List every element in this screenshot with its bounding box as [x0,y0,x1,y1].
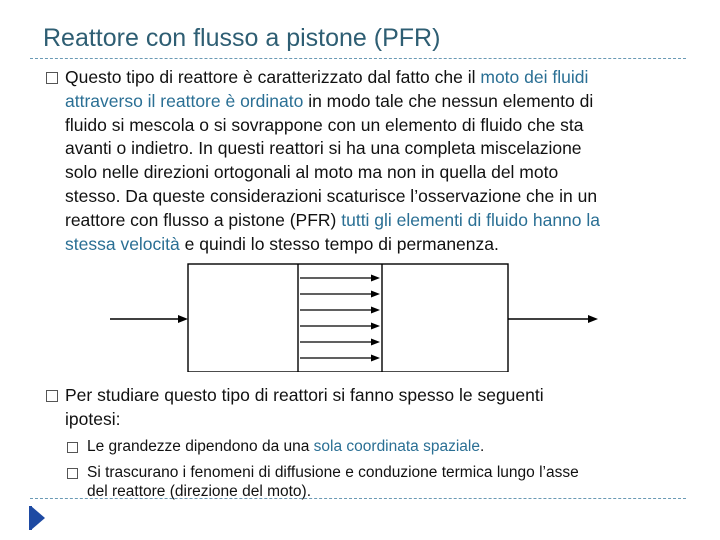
sub-bullet-2-text [87,463,687,501]
text-line [65,408,685,432]
text-run: Per studiare questo tipo di reattori si fanno spesso le seguenti [65,385,544,405]
text-line [65,233,685,257]
text-run: Si trascurano i fenomeni di diffusione e conduzione termica lungo l’asse [87,464,579,481]
outlet-arrow [508,315,598,323]
text-line [65,209,685,233]
text-run: Questo tipo di reattore è caratterizzato dal fatto che il [65,67,481,87]
text-run: del reattore (direzione del moto). [87,483,312,500]
reactor-tube [188,264,508,372]
text-line [65,384,685,408]
text-run: fluido si mescola o si sovrappone con un elemento di fluido che sta [65,114,584,135]
highlighted-text: moto dei fluidi [480,67,589,87]
text-run: ipotesi: [65,408,121,429]
text-line [87,463,687,482]
title-divider [30,58,686,59]
text-line [65,66,685,90]
text-line [87,437,687,456]
pfr-diagram [100,262,600,372]
text-run: . [479,438,485,455]
slide-title: Reattore con flusso a pistone (PFR) [43,24,441,52]
sub-bullet-1-text [87,437,687,456]
text-line [65,137,685,161]
next-slide-icon[interactable] [31,506,45,530]
text-line [65,161,685,185]
text-run: reattore con flusso a pistone (PFR) [65,209,342,230]
text-run: solo nelle direzioni ortogonali al moto ma non in quella del moto [65,162,559,183]
highlighted-text: stessa velocità [65,233,180,254]
bullet-box-icon [46,72,58,84]
highlighted-text: attraverso il reattore è ordinato [65,90,304,111]
highlighted-text: sola coordinata spaziale [313,438,480,455]
bullet-1-text [65,66,685,256]
text-run: avanti o indietro. In questi reattori si ha una completa miscelazione [65,138,582,159]
text-line [65,90,685,114]
bullet-2-text [65,384,685,432]
sub-bullet-box-icon [67,442,78,453]
text-line [65,185,685,209]
inlet-arrow [110,315,188,323]
bullet-box-icon [46,390,58,402]
text-run: e quindi lo stesso tempo di permanenza. [179,233,499,254]
sub-bullet-box-icon [67,468,78,479]
footer-divider [30,498,686,499]
text-run: Le grandezze dipendono da una [87,438,314,455]
text-run: in modo tale che nessun elemento di [303,90,594,111]
text-run: stesso. Da queste considerazioni scaturisce l’osservazione che in un [65,185,598,206]
text-line [65,114,685,138]
highlighted-text: tutti gli elementi di fluido hanno la [341,209,601,230]
